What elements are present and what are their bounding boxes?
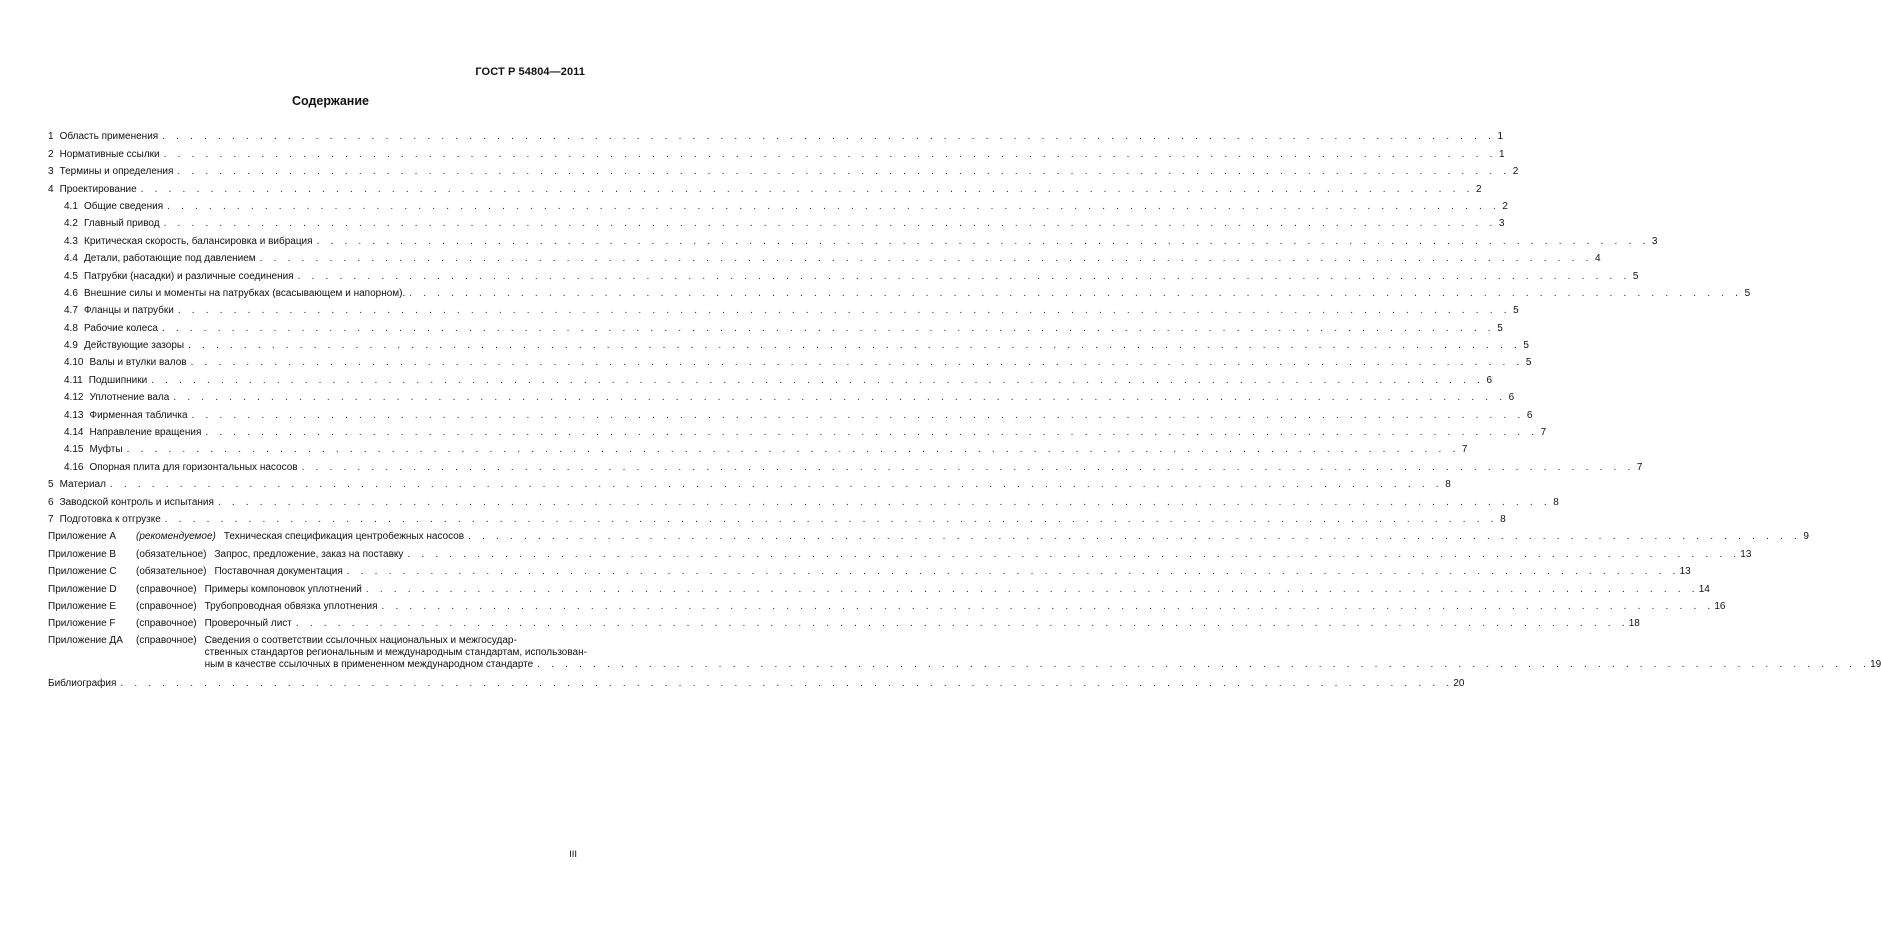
page-number: 6 xyxy=(1508,392,1515,404)
page-number: 8 xyxy=(1445,479,1451,491)
section-title: Материал xyxy=(59,479,106,491)
dot-leader xyxy=(343,566,1680,578)
appendix-status: (обязательное) xyxy=(136,566,207,578)
toc-section-2[interactable] xyxy=(48,143,1505,160)
toc-section-4-5[interactable] xyxy=(48,265,1639,282)
section-title: Направление вращения xyxy=(89,427,202,439)
section-number: 4.8 xyxy=(64,322,78,334)
section-number: 1 xyxy=(48,131,54,143)
appendix-status: (обязательное) xyxy=(136,548,207,560)
page-number: 6 xyxy=(1526,409,1533,421)
appendix-title-line: ным в качестве ссылочных в примененном международном стандарте xyxy=(204,659,534,671)
page-number: 3 xyxy=(1651,235,1658,247)
section-number: 4.1 xyxy=(64,200,78,212)
toc-section-4-14[interactable] xyxy=(48,422,1547,439)
toc-section-4-2[interactable] xyxy=(48,213,1505,230)
appendix-label: Приложение А xyxy=(48,531,117,543)
appendix-label: Приложение F xyxy=(48,618,116,630)
section-title: Область применения xyxy=(59,131,159,143)
appendix-status: (справочное) xyxy=(136,583,197,595)
page-number: 5 xyxy=(1632,270,1639,282)
toc-title: Содержание xyxy=(291,94,369,108)
section-number: 4.6 xyxy=(64,287,78,299)
section-number: 4.7 xyxy=(64,305,78,317)
toc-section-1[interactable] xyxy=(48,126,1504,143)
section-title: Валы и втулки валов xyxy=(89,357,187,369)
appendix-title: Примеры компоновок уплотнений xyxy=(204,583,362,595)
section-number: 4.5 xyxy=(64,270,78,282)
toc-section-4-6[interactable] xyxy=(48,283,1751,300)
dot-leader xyxy=(298,462,1635,474)
section-number: 4.9 xyxy=(64,340,78,352)
section-title: Уплотнение вала xyxy=(89,392,170,404)
dot-leader xyxy=(158,131,1495,143)
page-number: 5 xyxy=(1523,340,1529,352)
page-number: 5 xyxy=(1525,357,1532,369)
section-number: 4.3 xyxy=(64,235,78,247)
appendix-status: (справочное) xyxy=(136,618,197,630)
section-number: 4.13 xyxy=(64,409,84,421)
section-number: 4.2 xyxy=(64,218,78,230)
page-number: 18 xyxy=(1628,618,1640,630)
dot-leader xyxy=(256,253,1593,265)
toc-section-4-1[interactable] xyxy=(48,196,1508,213)
dot-leader xyxy=(161,514,1498,526)
toc-section-4-8[interactable] xyxy=(48,317,1503,334)
page-number: 20 xyxy=(1453,677,1465,689)
appendix-title-line: ственных стандартов региональным и международным стандартам, использован- xyxy=(204,647,587,659)
page-number: 14 xyxy=(1698,583,1710,595)
page-number: 2 xyxy=(1502,200,1508,212)
section-title: Действующие зазоры xyxy=(84,340,185,352)
appendix-label: Приложение С xyxy=(48,566,117,578)
section-number: 5 xyxy=(48,479,54,491)
page-number: 5 xyxy=(1497,322,1503,334)
appendix-status: (справочное) xyxy=(136,600,197,612)
section-number: 4 xyxy=(48,183,54,195)
appendix-label: Приложение ДА xyxy=(48,635,123,647)
dot-leader xyxy=(160,218,1497,230)
dot-leader xyxy=(160,149,1497,161)
section-title: Внешние силы и моменты на патрубках (всасывающем и напорном). xyxy=(84,287,406,299)
page-number: 3 xyxy=(1498,218,1505,230)
dot-leader xyxy=(116,678,1453,690)
appendix-title: Трубопроводная обвязка уплотнения xyxy=(204,600,378,612)
dot-leader xyxy=(403,549,1740,561)
section-title: Патрубки (насадки) и различные соединения xyxy=(84,270,294,282)
page-number: 1 xyxy=(1497,131,1504,143)
toc-section-4-15[interactable] xyxy=(48,439,1468,456)
dot-leader xyxy=(174,305,1511,317)
page-number: 1 xyxy=(1498,148,1505,160)
appendix-title: Запрос, предложение, заказ на поставку xyxy=(214,548,404,560)
dot-leader xyxy=(169,392,1506,404)
toc-sections xyxy=(48,126,1751,526)
appendix-title: Проверочный лист xyxy=(204,618,292,630)
appendix-status: (справочное) xyxy=(136,635,197,647)
section-title: Термины и определения xyxy=(59,166,174,178)
section-title: Рабочие колеса xyxy=(84,322,158,334)
dot-leader xyxy=(123,444,1460,456)
toc-appendix[interactable] xyxy=(48,543,1752,560)
dot-leader xyxy=(201,427,1538,439)
page-number: 7 xyxy=(1636,461,1643,473)
section-title: Нормативные ссылки xyxy=(59,148,160,160)
page-number: 2 xyxy=(1475,183,1482,195)
section-number: 3 xyxy=(48,166,54,178)
page-number-footer: III xyxy=(569,849,577,860)
dot-leader xyxy=(214,497,1551,509)
toc-section-4-7[interactable] xyxy=(48,300,1519,317)
toc-appendix[interactable] xyxy=(48,526,1809,543)
bibliography-title: Библиография xyxy=(48,677,117,689)
section-title: Проектирование xyxy=(59,183,137,195)
dot-leader xyxy=(362,584,1699,596)
page-number: 8 xyxy=(1553,496,1559,508)
dot-leader xyxy=(106,479,1443,491)
dot-leader xyxy=(533,659,1870,671)
toc-appendix[interactable] xyxy=(48,561,1691,578)
toc-bibliography[interactable] xyxy=(48,672,1465,689)
page-number: 13 xyxy=(1740,548,1752,560)
section-number: 2 xyxy=(48,148,54,160)
section-title: Муфты xyxy=(89,444,123,456)
appendix-label: Приложение В xyxy=(48,548,117,560)
dot-leader xyxy=(187,357,1524,369)
appendix-title: Поставочная документация xyxy=(214,566,343,578)
section-number: 4.4 xyxy=(64,253,78,265)
dot-leader xyxy=(405,288,1742,300)
section-title: Общие сведения xyxy=(84,200,164,212)
toc-section-4-16[interactable] xyxy=(48,456,1643,473)
toc-section-4-12[interactable] xyxy=(48,387,1515,404)
section-number: 4.14 xyxy=(64,427,84,439)
section-number: 4.10 xyxy=(64,357,84,369)
page-number: 7 xyxy=(1540,427,1547,439)
dot-leader xyxy=(137,184,1474,196)
toc-appendix[interactable] xyxy=(48,578,1710,595)
toc-appendices xyxy=(48,526,1809,630)
dot-leader xyxy=(158,323,1495,335)
page-number: 4 xyxy=(1594,253,1601,265)
dot-leader xyxy=(292,618,1629,630)
section-number: 7 xyxy=(48,513,54,525)
section-number: 4.16 xyxy=(64,461,84,473)
section-title: Опорная плита для горизонтальных насосов xyxy=(89,461,298,473)
table-of-contents xyxy=(48,126,1881,690)
toc-section-5[interactable] xyxy=(48,474,1451,491)
appendix-title xyxy=(205,635,1881,671)
dot-leader xyxy=(188,410,1525,422)
toc-section-4-3[interactable] xyxy=(48,230,1658,247)
toc-section-4[interactable] xyxy=(48,178,1482,195)
dot-leader xyxy=(378,601,1715,613)
appendix-title-last-line xyxy=(205,659,1881,671)
toc-section-4-10[interactable] xyxy=(48,352,1532,369)
dot-leader xyxy=(313,236,1650,248)
appendix-title: Техническая спецификация центробежных насосов xyxy=(223,531,465,543)
appendix-label: Приложение Е xyxy=(48,600,117,612)
toc-section-4-4[interactable] xyxy=(48,248,1601,265)
page-number: 8 xyxy=(1500,513,1506,525)
page-number: 5 xyxy=(1744,287,1751,299)
section-title: Детали, работающие под давлением xyxy=(84,253,256,265)
page-number: 6 xyxy=(1486,374,1493,386)
toc-section-4-13[interactable] xyxy=(48,404,1533,421)
section-number: 4.11 xyxy=(64,374,83,386)
toc-section-4-9[interactable] xyxy=(48,335,1529,352)
toc-section-6[interactable] xyxy=(48,491,1559,508)
dot-leader xyxy=(147,375,1484,387)
toc-section-7[interactable] xyxy=(48,509,1506,526)
page-number: 13 xyxy=(1679,566,1691,578)
toc-section-4-11[interactable] xyxy=(48,369,1493,386)
toc-section-3[interactable] xyxy=(48,161,1519,178)
page-number: 19 xyxy=(1870,659,1881,671)
page-number: 16 xyxy=(1714,600,1726,612)
section-title: Критическая скорость, балансировка и вибрация xyxy=(84,235,313,247)
page-number: 9 xyxy=(1803,531,1809,543)
section-title: Подшипники xyxy=(88,374,148,386)
section-title: Заводской контроль и испытания xyxy=(59,496,214,508)
appendix-label: Приложение D xyxy=(48,583,117,595)
section-number: 4.15 xyxy=(64,444,84,456)
section-title: Главный привод xyxy=(84,218,160,230)
dot-leader xyxy=(173,166,1510,178)
section-number: 6 xyxy=(48,496,54,508)
dot-leader xyxy=(184,340,1521,352)
appendix-title-line: Сведения о соответствии ссылочных национальных и межгосудар- xyxy=(204,635,517,647)
toc-appendix-da[interactable] xyxy=(48,630,1881,671)
appendix-status: (рекомендуемое) xyxy=(136,531,216,543)
document-code: ГОСТ Р 54804—2011 xyxy=(475,66,585,78)
section-number: 4.12 xyxy=(64,392,84,404)
dot-leader xyxy=(163,201,1500,213)
dot-leader xyxy=(464,531,1801,543)
section-title: Подготовка к отгрузке xyxy=(59,513,161,525)
page-number: 2 xyxy=(1512,166,1519,178)
dot-leader xyxy=(294,271,1631,283)
page-number: 7 xyxy=(1461,444,1468,456)
page-number: 5 xyxy=(1513,305,1519,317)
section-title: Фирменная табличка xyxy=(89,409,188,421)
toc-appendix[interactable] xyxy=(48,613,1640,630)
section-title: Фланцы и патрубки xyxy=(84,305,174,317)
toc-appendix[interactable] xyxy=(48,596,1726,613)
